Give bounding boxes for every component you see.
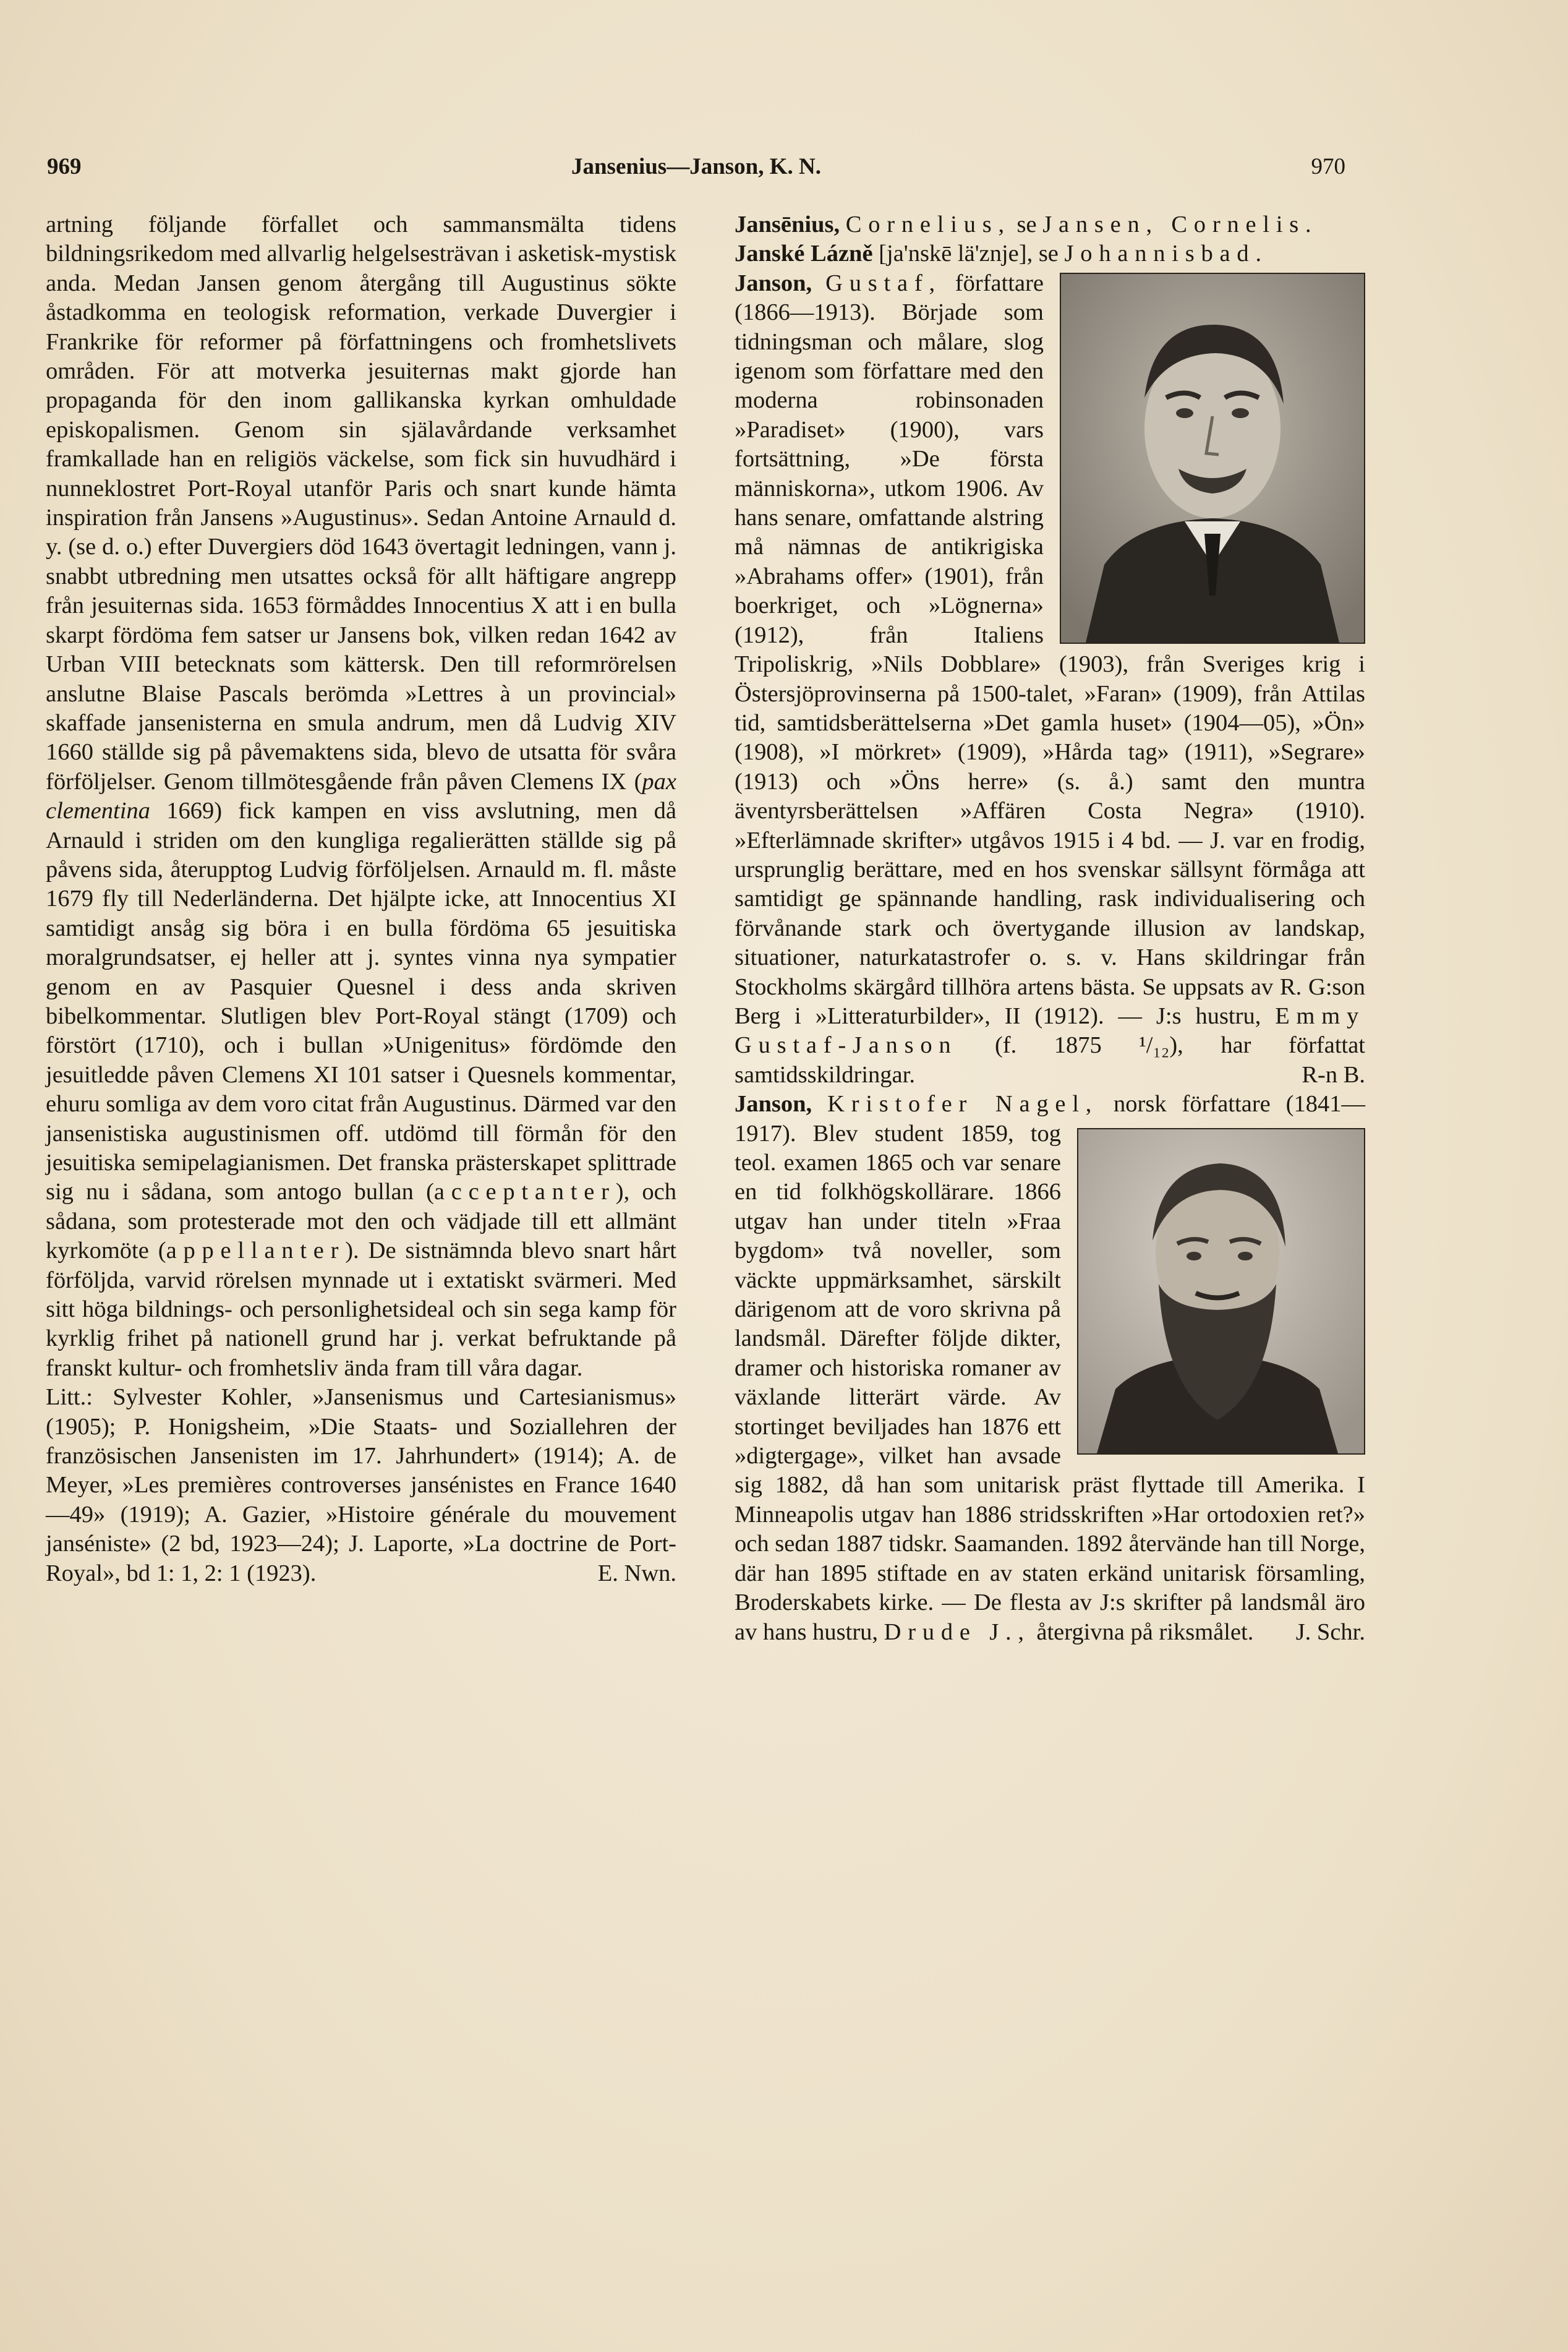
article-signature: E. Nwn. (597, 1560, 676, 1586)
portrait-kristofer-janson-image (1078, 1129, 1364, 1453)
entry-janske-lazne: Janské Lázně [ja'nskē lä'znje], se Johannisbad. (735, 241, 1268, 267)
entry-gustaf-janson: Janson, Gustaf, författare (1866—1913). Började som tidningsman och målare, slog igenom som författare med den moderna robinsonaden »Paradiset» (1900), vars fortsättning, »De första människorna», utkom 1906. Av hans senare, omfattande alstring må nämnas de antikrigiska »Abrahams offer» (1901), från boerkriget, och »Lögnerna» (1912), från Italiens Tripoliskrig, »Nils Dobblare» (1903), från Sveriges krig i Östersjöprovinserna på 1500-talet, »Faran» (1909), från Attilas tid, samtidsberättelserna »Det gamla huset» (1904—05), »Ön» (1908), »I mörkret» (1909), »Hårda tag» (1911), »Segrare» (1913) och »Öns herre» (s. å.) samt den muntra äventyrsberättelsen »Affären Costa Negra» (1910). »Efterlämnade skrifter» utgåvos 1915 i 4 bd. — J. var en frodig, ursprunglig berättare, med en hos svenskar sällsynt förmåga att samtidigt ge spännande handling, rask individualisering och förvånande stark och övertygande illusion av landskap, situationer, naturkatastrofer o. s. v. Hans skildringar från Stockholms skärgård tillhöra artens bästa. Se uppsats av R. G:son Berg i »Litteraturbilder», II (1912). — J:s hustru, Emmy Gustaf-Janson (f. 1875 ¹/₁₂), har författat samtidsskildringar. R-n B. (735, 269, 1365, 1090)
entry-jansenius: Jansēnius, Cornelius, se Jansen, Cornelis. (735, 212, 1318, 237)
entry-signature-gustaf: R-n B. (1302, 1061, 1365, 1088)
left-column (46, 210, 676, 1588)
portrait-kristofer-janson (1077, 1128, 1365, 1455)
header-title: Jansenius—Janson, K. N. (571, 154, 822, 179)
page-number-right: 970 (1311, 154, 1345, 179)
running-header (47, 153, 1345, 190)
entry-kristofer-janson: Janson, Kristofer Nagel, norsk författare (1841—1917). Blev student 1859, tog teol. examen 1865 och var senare en tid folkhögskollärare. 1866 utgav han under titeln »Fraa bygdom» två noveller, som väckte uppmärksamhet, särskilt därigenom att de voro skrivna på landsmål. Därefter följde dikter, dramer och historiska romaner av växlande litterärt värde. Av stortinget beviljades han 1876 ett »digtergage», vilket han avsade sig 1882, då han som unitarisk präst flyttade till Amerika. I Minneapolis utgav han 1886 stridsskriften »Har ortodoxien ret?» och sedan 1887 tidskr. Saamanden. 1892 återvände han till Norge, där han 1895 stiftade en av staten erkänd unitarisk församling, Broderskabets kirke. — De flesta av J:s skrifter på landsmål äro av hans hustru, Drude J., återgivna på riksmålet. J. Schr. (735, 1090, 1365, 1647)
entry-signature-kristofer: J. Schr. (1295, 1619, 1365, 1645)
portrait-gustaf-janson-image (1061, 274, 1364, 643)
portrait-gustaf-janson (1060, 273, 1365, 644)
right-column (735, 210, 1365, 1647)
literature-references: Litt.: Sylvester Kohler, »Jansenismus und Cartesianismus» (1905); P. Honigsheim, »Die Staats- und Soziallehren der französischen Jansenisten im 17. Jahrhundert» (1914); A. de Meyer, »Les premières controverses jansénistes en France 1640—49» (1919); A. Gazier, »Histoire générale du mouvement janséniste» (2 bd, 1923—24); J. Laporte, »La doctrine de Port-Royal», bd 1: 1, 2: 1 (1923). E. Nwn. (46, 1383, 676, 1588)
jansenism-article-body: artning följande förfallet och sammansmälta tidens bildningsrikedom med allvarlig helgelsesträvan i asketisk-mystisk anda. Medan Jansen genom återgång till Augustinus sökte åstadkomma en teologisk reformation, verkade Duvergier i Frankrike för reformer på författningens och fromhetslivets områden. För att motverka jesuiternas makt gjorde han propaganda för den inom gallikanska kyrkan omhuldade episkopalismen. Genom sin själavårdande verksamhet framkallade han en religiös väckelse, som fick sin huvudhärd i nunneklostret Port-Royal utanför Paris och snart kunde hämta inspiration från Jansens »Augustinus». Sedan Antoine Arnauld d. y. (se d. o.) efter Duvergiers död 1643 övertagit ledningen, vann j. snabbt utbredning men utsattes också för allt häftigare angrepp från jesuiternas sida. 1653 förmåddes Innocentius X att i en bulla skarpt fördöma fem satser ur Jansens bok, vilken redan 1642 av Urban VIII betecknats som kättersk. Den till reformrörelsen anslutne Blaise Pascals berömda »Lettres à un provincial» skaffade jansenisterna en smula andrum, men då Ludvig XIV 1660 ställde sig på påvemaktens sida, blevo de utsatta för svåra förföljelser. Genom tillmötesgående från påven Clemens IX (pax clementina 1669) fick kampen en viss avslutning, men då Arnauld i striden om den kungliga regalierätten ställde sig på påvens sida, återupptog Ludvig förföljelsen. Arnauld m. fl. måste 1679 fly till Nederländerna. Det hjälpte icke, att Innocentius XI samtidigt ansåg sig böra i en bulla fördöma 65 jesuitiska moralgrundsatser, ej heller att j. syntes vinna nya sympatier genom en av Pasquier Quesnel i dess anda skriven bibelkommentar. Slutligen blev Port-Royal stängt (1709) och förstört (1710), och i bullan »Unigenitus» fördömde den jesuitledde påven Clemens XI 101 satser i Quesnels kommentar, ehuru somliga av dem voro citat från Augustinus. Därmed var den jansenistiska augustinismen off. utdömd till förmån för den jesuitiska semipelagianismen. Det franska prästerskapet splittrade sig nu i sådana, som antogo bullan (acceptanter), och sådana, som protesterade mot den och vädjade till ett allmänt kyrkomöte (appellanter). De sistnämnda blevo snart hårt förföljda, varvid rörelsen mynnade ut i extatiskt svärmeri. Med sitt höga bildnings- och personlighetsideal och sin sega kamp för kyrklig frihet på nationell grund har j. verkat befruktande på franskt kultur- och fromhetsliv ända fram till våra dagar. (46, 212, 677, 1381)
page-number-left: 969 (47, 154, 82, 179)
